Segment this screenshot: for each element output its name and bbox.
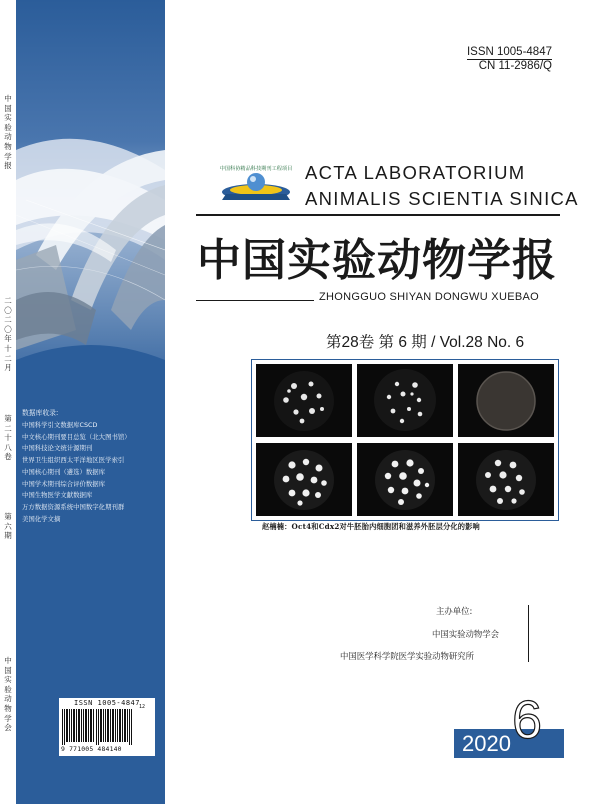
embryo-image [458,364,554,437]
embryo-image [256,364,352,437]
database-item: 中国科技论文统计源期刊 [22,444,93,453]
database-item: 中国科学引文数据库CSCD [22,421,98,429]
cover-side-panel [16,0,165,804]
database-list [22,408,162,525]
database-item: 中国核心期刊（遴选）数据库 [22,467,106,476]
english-title-line2: ANIMALIS SCIENTIA SINICA [305,188,579,209]
database-item: 世界卫生组织西太平洋地区医学索引 [22,456,125,465]
barcode-addon: 12 [139,704,146,710]
society-logo-icon [216,162,296,204]
english-title-line1: ACTA LABORATORIUM [305,162,526,183]
embryo-image [458,443,554,516]
cn-number: CN 11-2986/Q [478,59,552,72]
database-item: 美国化学文摘 [22,514,61,523]
publication-year: 2020 [462,731,511,756]
pinyin-title: ZHONGGUO SHIYAN DONGWU XUEBAO [319,291,539,303]
microscopy-image-grid [251,359,559,521]
spine-title: 中国实验动物学报 [4,94,12,171]
sponsor-label: 主办单位: [436,606,473,616]
spine [0,0,17,804]
pinyin-rule [196,300,314,301]
barcode-digits: 9 771005 484140 [61,745,122,753]
title-divider [196,214,560,216]
abstract-artwork [16,0,165,405]
spine-volume: 第二十八卷 [4,414,12,462]
chinese-title: 中国实验动物学报 [197,235,557,286]
database-heading: 数据库收录: [22,409,59,417]
embryo-image [256,443,352,516]
embryo-image [357,443,453,516]
embryo-image [357,364,453,437]
spine-issue: 第六期 [4,512,12,541]
barcode-bars-icon [62,709,136,745]
sponsor-divider [528,605,529,662]
issue-number: 6 [512,690,543,750]
english-title [305,160,579,212]
issn-cn-block [467,46,552,72]
database-item: 中国生物医学文献数据库 [22,491,93,500]
sponsor-org: 中国医学科学院医学实验动物研究所 [340,651,474,661]
sponsor-org: 中国实验动物学会 [432,629,499,639]
issn-number: ISSN 1005-4847 [466,46,552,58]
spine-publisher: 中国实验动物学会 [4,656,12,733]
volume-issue: 第28卷 第 6 期 / Vol.28 No. 6 [326,334,525,351]
database-item: 万方数据资源系统中国数字化期刊群 [22,502,125,511]
barcode [59,698,155,756]
figure-caption: 赵楠楠：Oct4和Cdx2对牛胚胎内细胞团和滋养外胚层分化的影响 [262,522,480,531]
spine-date: 二〇二〇年十二月 [4,296,12,373]
logo-lettering: 中国科协精品科技期刊工程项目 [219,166,293,172]
barcode-issn: ISSN 1005-4847 [73,699,140,707]
database-item: 中文核心期刊要目总览（北大图书馆） [22,432,131,441]
database-item: 中国学术期刊综合评价数据库 [22,479,106,488]
